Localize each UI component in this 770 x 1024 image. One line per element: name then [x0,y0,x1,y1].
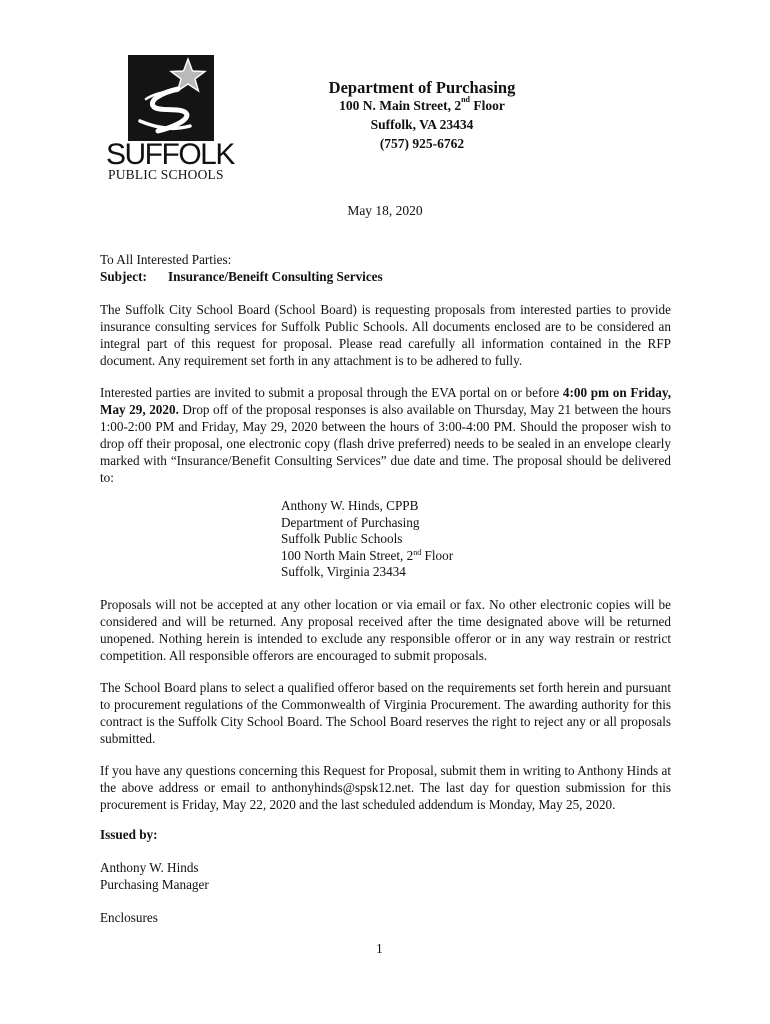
paragraph-submission [100,384,671,486]
salutation: To All Interested Parties: [100,252,232,267]
letterhead-address-pre: 100 N. Main Street, 2 [339,98,462,113]
paragraph-questions: If you have any questions concerning this Request for Proposal, submit them in writing to Anthony Hinds at the above address or email to anthonyhinds@spsk12.net. The last day for question submission for this procurement is Friday, May 22, 2020 and the last scheduled addendum is Monday, May 25, 2020. [100,763,671,812]
delivery-address-line4-post: Floor [421,547,454,563]
delivery-address-line2: Department of Purchasing [281,514,420,530]
suffolk-public-schools-logo [104,55,238,183]
delivery-address-line4-sup: nd [413,547,422,557]
letterhead-city: Suffolk, VA 23434 [370,117,474,132]
logo-name-line1: SUFFOLK [106,138,234,171]
signer-name: Anthony W. Hinds [100,860,199,875]
letterhead-address [290,95,554,114]
delivery-address-line3: Suffolk Public Schools [281,531,403,546]
star-swoosh-logo-icon [128,55,214,141]
letter-date: May 18, 2020 [347,203,423,218]
issued-by-label: Issued by: [100,827,158,842]
letterhead-address-post: Floor [470,98,505,113]
subject-label: Subject: [100,269,147,284]
delivery-address-line1: Anthony W. Hinds, CPPB [281,498,419,513]
delivery-address-line5: Suffolk, Virginia 23434 [281,564,406,579]
delivery-address [281,498,453,581]
paragraph-intro: The Suffolk City School Board (School Board) is requesting proposals from interested parties to provide insurance consulting services for Suffolk Public Schools. All documents enclosed are to be considered an integral part of this request for proposal. Please read carefully all information contained in the RFP document. Any requirement set forth in any attachment is to be adhered to fully. [100,302,671,368]
delivery-address-line4-pre: 100 North Main Street, 2 [281,547,414,563]
subject-line [100,268,671,285]
paragraph-selection: The School Board plans to select a qualified offeror based on the requirements set forth herein and pursuant to procurement regulations of the Commonwealth of Virginia Procurement. The awarding authority for this contract is the Suffolk City School Board. The School Board reserves the right to reject any or all proposals submitted. [100,680,671,746]
submission-text-post: Drop off of the proposal responses is also available on Thursday, May 21 between the hours 1:00-2:00 PM and Friday, May 29, 2020 between the hours of 3:00-4:00 PM. Should the proposer wish to drop off their proposal, one electronic copy (flash drive preferred) needs to be sealed in an envelope clearly marked with “Insurance/Benefit Consulting Services” due date and time. The proposal should be delivered to: [100,402,671,485]
submission-text-pre: Interested parties are invited to submit a proposal through the EVA portal on or before [100,385,563,400]
enclosures-label: Enclosures [100,910,158,925]
subject-value: Insurance/Beneift Consulting Services [168,269,383,284]
letterhead-phone: (757) 925-6762 [379,136,465,151]
paragraph-restrictions: Proposals will not be accepted at any other location or via email or fax. No other electronic copies will be considered and will be returned. Any proposal received after the time designated above will be returned unopened. Nothing herein is intended to exclude any responsible offeror or in any way restrain or restrict competition. All responsible offerors are encouraged to submit proposals. [100,597,671,663]
delivery-address-line4 [281,548,453,565]
department-title: Department of Purchasing [328,78,516,97]
signer-title: Purchasing Manager [100,877,209,892]
submission-deadline: 4:00 pm on Friday, May 29, 2020. [100,385,671,417]
letterhead-address-sup: nd [461,95,470,104]
logo-name-line2: PUBLIC SCHOOLS [108,167,224,182]
page-number: 1 [376,941,383,956]
logo-mark [128,55,214,141]
